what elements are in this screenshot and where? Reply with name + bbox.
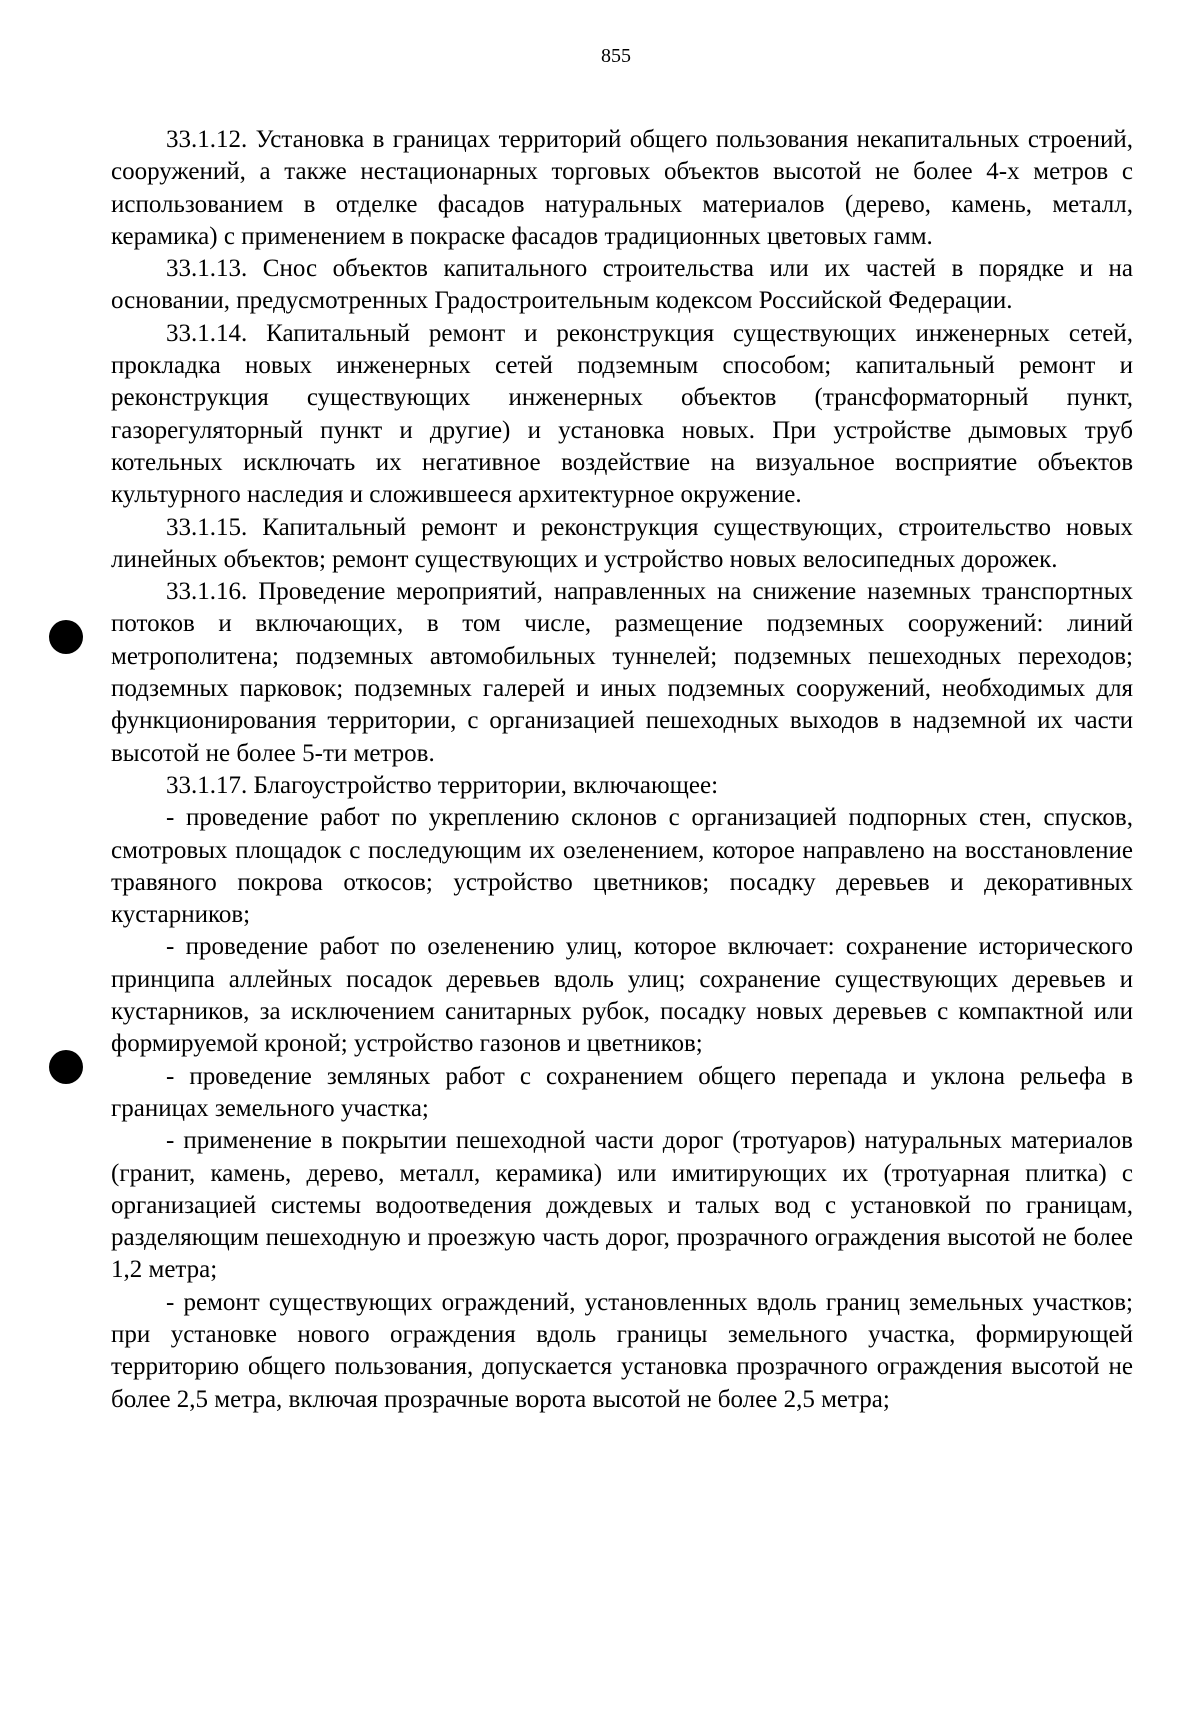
list-item-earthworks: - проведение земляных работ с сохранением общего перепада и уклона рельефа в границах земельного участка;: [111, 1062, 1133, 1122]
punch-hole-bottom: [49, 1050, 83, 1084]
clause-33-1-14: 33.1.14. Капитальный ремонт и реконструкция существующих инженерных сетей, прокладка новых инженерных сетей подземным способом; капитальный ремонт и реконструкция существующих инженерных объектов (трансформаторный пункт, газорегуляторный пункт и другие) и установка новых. При устройстве дымовых труб котельных исключать их негативное воздействие на визуальное восприятие объектов культурного наследия и сложившееся архитектурное окружение.: [111, 319, 1133, 509]
clause-33-1-17: 33.1.17. Благоустройство территории, включающее:: [166, 771, 719, 799]
clause-33-1-15: 33.1.15. Капитальный ремонт и реконструкция существующих, строительство новых линейных объектов; ремонт существующих и устройство новых велосипедных дорожек.: [111, 513, 1133, 573]
list-item-sidewalk-paving: - применение в покрытии пешеходной части дорог (тротуаров) натуральных материалов (гранит, камень, дерево, металл, керамика) или имитирующих их (тротуарная плитка) с организацией системы водоотведения дождевых и талых вод с установкой по границам, разделяющим пешеходную и проезжую часть дорог, прозрачного ограждения высотой не более 1,2 метра;: [111, 1127, 1133, 1284]
list-item-street-greening: - проведение работ по озеленению улиц, которое включает: сохранение исторического принципа аллейных посадок деревьев вдоль улиц; сохранение существующих деревьев и кустарников, за исключением санитарных рубок, посадку новых деревьев с компактной или формируемой кроной; устройство газонов и цветников;: [111, 933, 1133, 1058]
list-item-slopes: - проведение работ по укреплению склонов с организацией подпорных стен, спусков, смотровых площадок с последующим их озеленением, которое направлено на восстановление травяного покрова откосов; устройство цветников; посадку деревьев и декоративных кустарников;: [111, 804, 1133, 929]
clause-33-1-13: 33.1.13. Снос объектов капитального строительства или их частей в порядке и на основании, предусмотренных Градостроительным кодексом Российской Федерации.: [111, 255, 1133, 315]
punch-hole-top: [49, 620, 83, 654]
page-number: 855: [601, 45, 631, 67]
clause-33-1-12: 33.1.12. Установка в границах территорий общего пользования некапитальных строений, сооружений, а также нестационарных торговых объектов высотой не более 4-х метров с использованием в отделке фасадов натуральных материалов (дерево, камень, металл, керамика) с применением в покраске фасадов традиционных цветовых гамм.: [111, 126, 1133, 250]
document-body: [111, 124, 1133, 1416]
clause-33-1-16: 33.1.16. Проведение мероприятий, направленных на снижение наземных транспортных потоков и включающих, в том числе, размещение подземных сооружений: линий метрополитена; подземных автомобильных туннелей; подземных пешеходных переходов; подземных парковок; подземных галерей и иных подземных сооружений, необходимых для функционирования территории, с организацией пешеходных выходов в надземной их части высотой не более 5-ти метров.: [111, 578, 1133, 767]
list-item-fences: - ремонт существующих ограждений, установленных вдоль границ земельных участков; при установке нового ограждения вдоль границы земельного участка, формирующей территорию общего пользования, допускается установка прозрачного ограждения высотой не более 2,5 метра, включая прозрачные ворота высотой не более 2,5 метра;: [111, 1288, 1133, 1413]
